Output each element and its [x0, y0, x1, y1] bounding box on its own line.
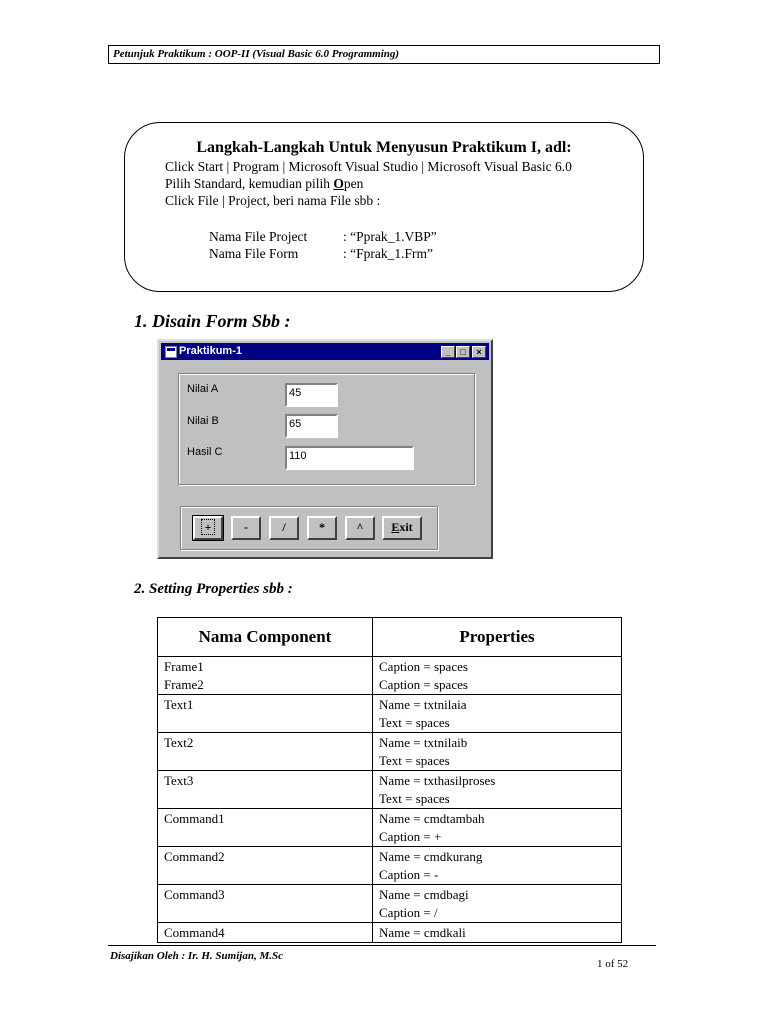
- table-row: [158, 771, 622, 809]
- cell-property: Name = cmdkali: [379, 925, 466, 940]
- form-titlebar[interactable]: [161, 343, 489, 360]
- subtract-button[interactable]: -: [231, 516, 261, 540]
- text3-hasil-c[interactable]: 110: [285, 446, 414, 470]
- footer-author: Disajikan Oleh : Ir. H. Sumijan, M.Sc: [110, 950, 283, 962]
- page-number: 1 of 52: [597, 958, 629, 970]
- steps-line-2-before: Pilih Standard, kemudian pilih: [165, 176, 334, 191]
- section-2-number: 2.: [134, 581, 146, 597]
- table-row: [158, 847, 622, 885]
- header-component: Nama Component: [158, 618, 373, 657]
- section-1-number: 1.: [134, 311, 148, 331]
- multiply-button[interactable]: *: [307, 516, 337, 540]
- section-2-title: [134, 581, 293, 598]
- add-button-label: +: [201, 519, 216, 535]
- cell-property: Text = spaces: [379, 753, 450, 768]
- cell-property: Caption = spaces: [379, 659, 468, 674]
- cell-component: Frame1: [164, 659, 204, 674]
- cell-property: Name = cmdbagi: [379, 887, 469, 902]
- table-row: [158, 695, 622, 733]
- exit-button[interactable]: [382, 516, 422, 540]
- power-button[interactable]: ^: [345, 516, 375, 540]
- steps-title: Langkah-Langkah Untuk Menyusun Praktikum I, adl:: [196, 139, 572, 156]
- steps-box: [124, 122, 644, 292]
- exit-mnemonic: E: [391, 520, 400, 534]
- text1-nilai-a[interactable]: 45: [285, 383, 338, 407]
- cell-component: Text2: [164, 735, 194, 750]
- page-header: Petunjuk Praktikum : OOP-II (Visual Basic 6.0 Programming): [108, 45, 660, 64]
- cell-property: Text = spaces: [379, 715, 450, 730]
- minimize-icon[interactable]: _: [441, 346, 455, 358]
- cell-component: Frame2: [164, 677, 204, 692]
- maximize-icon[interactable]: □: [456, 346, 470, 358]
- cell-component: Text3: [164, 773, 194, 788]
- form-title: Praktikum-1: [179, 345, 242, 357]
- cell-component: Command4: [164, 925, 225, 940]
- exit-rest: xit: [399, 520, 413, 534]
- cell-component: Command2: [164, 849, 225, 864]
- section-1-title: [134, 311, 291, 332]
- section-2-text: Setting Properties sbb :: [149, 581, 293, 597]
- cell-property: Caption = +: [379, 829, 442, 844]
- table-row: [158, 923, 622, 943]
- table-row: [158, 885, 622, 923]
- cell-property: Caption = /: [379, 905, 438, 920]
- cell-property: Name = cmdtambah: [379, 811, 485, 826]
- header-properties: Properties: [373, 618, 622, 657]
- file-form-label: Nama File Form: [209, 246, 299, 261]
- form-app-icon: [165, 346, 177, 358]
- steps-line-3: Click File | Project, beri nama File sbb :: [165, 193, 381, 208]
- cell-property: Caption = spaces: [379, 677, 468, 692]
- cell-property: Text = spaces: [379, 791, 450, 806]
- cell-component: Command3: [164, 887, 225, 902]
- cell-property: Name = txtnilaia: [379, 697, 467, 712]
- label-nilai-b: Nilai B: [187, 415, 219, 427]
- steps-line-2-after: pen: [343, 176, 364, 191]
- steps-line-1: Click Start | Program | Microsoft Visual Studio | Microsoft Visual Basic 6.0: [165, 159, 572, 174]
- footer-divider: [108, 945, 656, 946]
- add-button[interactable]: [193, 516, 223, 540]
- label-hasil-c: Hasil C: [187, 446, 223, 458]
- cell-property: Name = txtnilaib: [379, 735, 468, 750]
- cell-property: Caption = -: [379, 867, 439, 882]
- file-project-value: : “Pprak_1.VBP”: [343, 229, 437, 244]
- properties-table: [157, 617, 622, 943]
- cell-component: Command1: [164, 811, 225, 826]
- table-row: [158, 657, 622, 695]
- steps-line-2-underline: O: [333, 176, 344, 191]
- file-form-value: : “Fprak_1.Frm”: [343, 246, 433, 261]
- table-row: [158, 733, 622, 771]
- steps-line-2: [165, 176, 363, 192]
- cell-component: Text1: [164, 697, 194, 712]
- cell-property: Name = cmdkurang: [379, 849, 483, 864]
- table-row: [158, 809, 622, 847]
- text2-nilai-b[interactable]: 65: [285, 414, 338, 438]
- cell-property: Name = txthasilproses: [379, 773, 496, 788]
- section-1-text: Disain Form Sbb :: [152, 311, 291, 331]
- divide-button[interactable]: /: [269, 516, 299, 540]
- file-project-label: Nama File Project: [209, 229, 308, 244]
- close-icon[interactable]: ×: [472, 346, 486, 358]
- label-nilai-a: Nilai A: [187, 383, 219, 395]
